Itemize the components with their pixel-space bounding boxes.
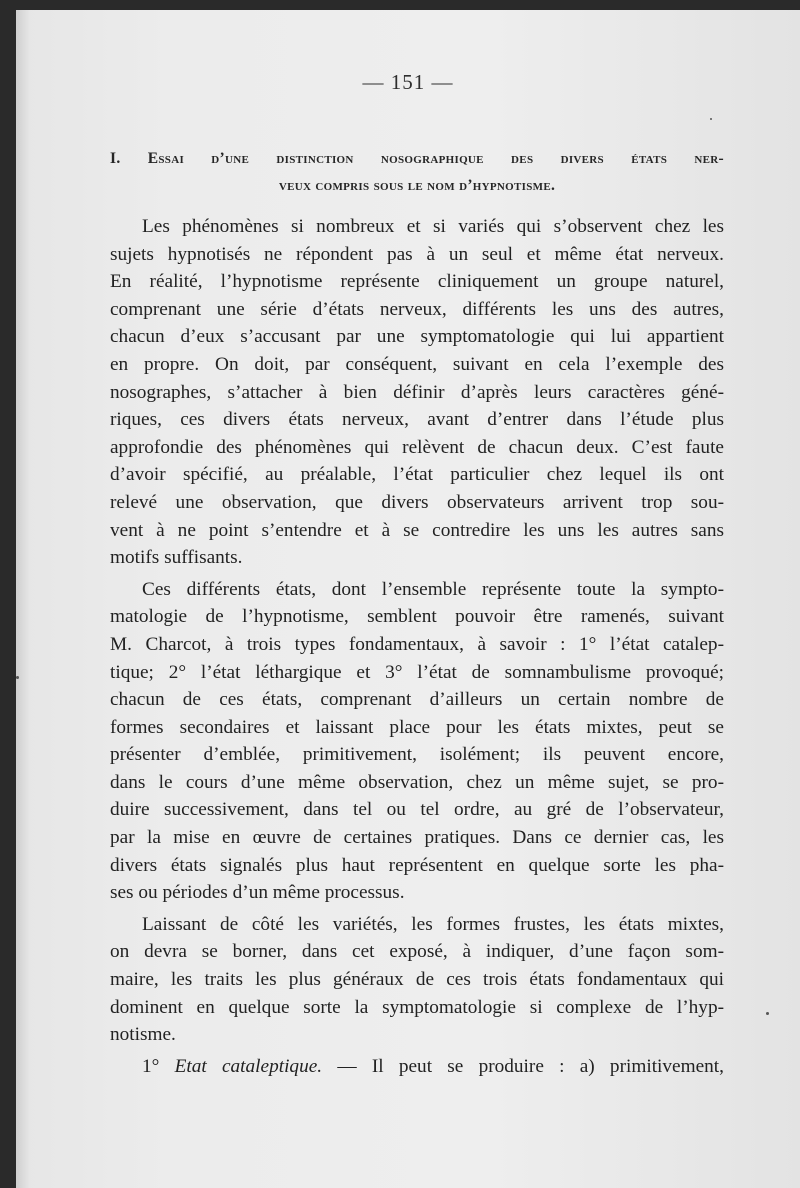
print-speck: [766, 1012, 769, 1015]
text-line: relevé une observation, que divers observateurs arrivent trop sou-: [110, 491, 724, 513]
text-line: vent à ne point s’entendre et à se contredire les uns les autres sans: [110, 519, 724, 541]
text-line: nosographes, s’attacher à bien définir d’après leurs caractères géné-: [110, 381, 724, 403]
text-line: chacun d’eux s’accusant par une symptomatologie qui lui appartient: [110, 326, 724, 348]
text-line: tique; 2° l’état léthargique et 3° l’état de somnambulisme provoqué;: [110, 661, 724, 683]
text-line: [110, 1053, 724, 1081]
text-line: dominent en quelque sorte la symptomatologie si complexe de l’hyp-: [110, 996, 724, 1018]
text-line: sujets hypnotisés ne répondent pas à un seul et même état nerveux.: [110, 243, 724, 265]
text-line: En réalité, l’hypnotisme représente cliniquement un groupe naturel,: [110, 271, 724, 293]
text-line: Ces différents états, dont l’ensemble représente toute la sympto-: [142, 578, 724, 600]
book-page: [16, 10, 800, 1188]
text-line: approfondie des phénomènes qui relèvent de chacun deux. C’est faute: [110, 436, 724, 458]
text-line: notisme.: [110, 1024, 176, 1046]
text-line: Laissant de côté les variétés, les formes frustes, les états mixtes,: [142, 913, 724, 935]
page-number: — 151 —: [362, 70, 454, 94]
page-gutter-shadow: [16, 10, 30, 1188]
section-heading: [110, 145, 724, 199]
text-line: présenter d’emblée, primitivement, isolément; ils peuvent encore,: [110, 744, 724, 766]
text-line: comprenant une série d’états nerveux, différents les uns des autres,: [110, 298, 724, 320]
text-line: en propre. On doit, par conséquent, suivant en cela l’exemple des: [110, 353, 724, 375]
section-catalepsy: [110, 1053, 724, 1081]
body-text: [110, 213, 724, 1080]
print-speck: [16, 676, 19, 679]
text-line: matologie de l’hypnotisme, semblent pouvoir être ramenés, suivant: [110, 606, 724, 628]
section-text: — Il peut se produire : a) primitivement,: [337, 1055, 724, 1077]
text-line: on devra se borner, dans cet exposé, à indiquer, d’une façon som-: [110, 941, 724, 963]
text-line: ses ou périodes d’un même processus.: [110, 882, 405, 904]
text-line: divers états signalés plus haut représentent en quelque sorte les pha-: [110, 854, 724, 876]
text-line: M. Charcot, à trois types fondamentaux, à savoir : 1° l’état catalep-: [110, 633, 724, 655]
print-speck: [710, 118, 712, 120]
text-line: riques, ces divers états nerveux, avant d’entrer dans l’étude plus: [110, 409, 724, 431]
text-line: par la mise en œuvre de certaines pratiques. Dans ce dernier cas, les: [110, 827, 724, 849]
paragraph-1: [110, 213, 724, 572]
section-title: Etat cataleptique.: [174, 1055, 323, 1077]
section-number: 1°: [142, 1055, 160, 1077]
text-line: dans le cours d’une même observation, chez un même sujet, se pro-: [110, 771, 724, 793]
text-line: maire, les traits les plus généraux de ces trois états fondamentaux qui: [110, 969, 724, 991]
heading-line: veux compris sous le nom d’hypnotisme.: [278, 177, 556, 194]
text-line: motifs suffisants.: [110, 547, 243, 569]
text-line: chacun de ces états, comprenant d’ailleurs un certain nombre de: [110, 689, 724, 711]
text-line: Les phénomènes si nombreux et si variés qui s’observent chez les: [142, 216, 724, 237]
heading-line: I. Essai d’une distinction nosographique des divers états ner-: [110, 150, 724, 167]
text-line: formes secondaires et laissant place pour les états mixtes, peut se: [110, 716, 724, 738]
text-line: duire successivement, dans tel ou tel ordre, au gré de l’observateur,: [110, 799, 724, 821]
text-line: d’avoir spécifié, au préalable, l’état particulier chez lequel ils ont: [110, 464, 724, 486]
paragraph-2: [110, 576, 724, 907]
paragraph-3: [110, 911, 724, 1049]
